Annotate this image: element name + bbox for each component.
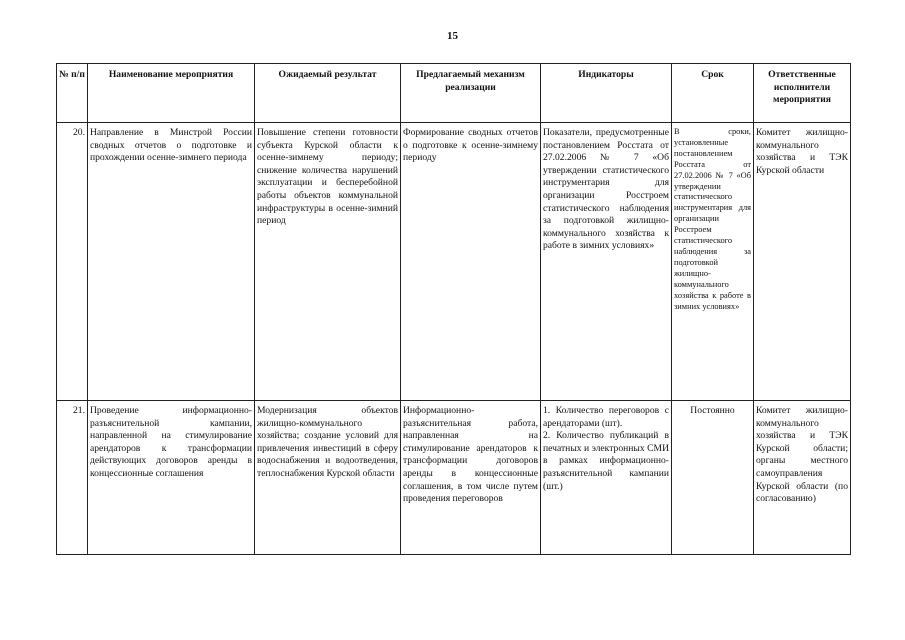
- header-mechanism: Предлагаемый механизм реализации: [401, 64, 541, 123]
- header-indicators: Индикаторы: [541, 64, 672, 123]
- row-responsible: Комитет жилищно-коммунального хозяйства и ТЭК Курской области; органы местного самоуправления Курской области (по согласованию): [754, 401, 851, 555]
- header-result: Ожидаемый результат: [255, 64, 401, 123]
- measures-table: [56, 63, 851, 555]
- table-row: [57, 123, 851, 401]
- row-deadline: В сроки, установленные постановлением Росстата от 27.02.2006 № 7 «Об утверждении статистического инструментария для организации Росстроем статистического наблюдения за подготовкой жилищно-коммунального хозяйства к работе в зимних условиях»: [672, 123, 754, 401]
- row-name: Направление в Минстрой России сводных отчетов о подготовке и прохождении осенне-зимнего периода: [88, 123, 255, 401]
- row-indicators: [541, 401, 672, 555]
- row-mechanism: Информационно-разъяснительная работа, направленная на стимулирование арендаторов к трансформации договоров аренды в концессионные соглашения, в том числе путем проведения переговоров: [401, 401, 541, 555]
- row-deadline: Постоянно: [672, 401, 754, 555]
- header-responsible: Ответственные исполнители мероприятия: [754, 64, 851, 123]
- page-number: 15: [447, 30, 458, 42]
- row-mechanism: Формирование сводных отчетов о подготовке к осенне-зимнему периоду: [401, 123, 541, 401]
- row-num: 20.: [57, 123, 88, 401]
- row-indicators: Показатели, предусмотренные постановлением Росстата от 27.02.2006 № 7 «Об утверждении статистического инструментария для организации Росстроем статистического наблюдения за подготовкой жилищно-коммунального хозяйства к работе в зимних условиях»: [541, 123, 672, 401]
- row-result: Повышение степени готовности субъекта Курской области к осенне-зимнему периоду; снижение количества нарушений эксплуатации и бесперебойной работы объектов коммунальной инфраструктуры в осенне-зимний период: [255, 123, 401, 401]
- row-responsible: Комитет жилищно-коммунального хозяйства и ТЭК Курской области: [754, 123, 851, 401]
- row-result: Модернизация объектов жилищно-коммунального хозяйства; создание условий для привлечения инвестиций в сферу водоснабжения и водоотведения, теплоснабжения Курской области: [255, 401, 401, 555]
- table-row: [57, 401, 851, 555]
- row-name: Проведение информационно-разъяснительной кампании, направленной на стимулирование арендаторов к трансформации действующих договоров аренды в концессионные соглашения: [88, 401, 255, 555]
- header-name: Наименование мероприятия: [88, 64, 255, 123]
- indicator-item: 1. Количество переговоров с арендаторами (шт).: [543, 405, 669, 429]
- header-deadline: Срок: [672, 64, 754, 123]
- table-header-row: [57, 64, 851, 123]
- indicator-item: 2. Количество публикаций в печатных и электронных СМИ в рамках информационно-разъяснительной кампании (шт.): [543, 430, 669, 492]
- row-num: 21.: [57, 401, 88, 555]
- header-num: № п/п: [57, 64, 88, 123]
